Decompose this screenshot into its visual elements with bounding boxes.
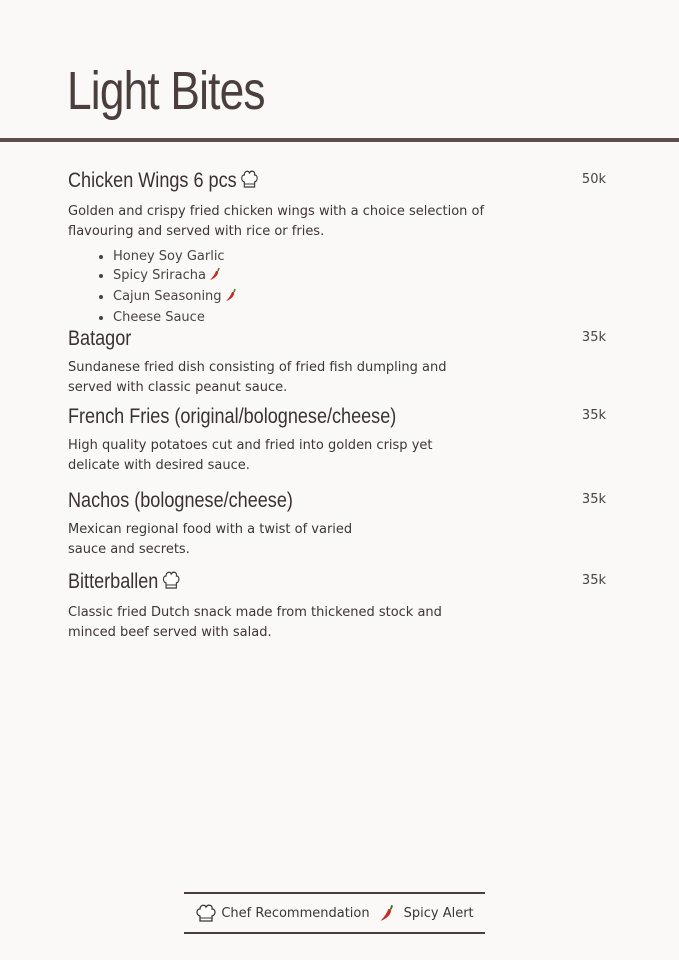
description-line: sauce and secrets. — [68, 541, 190, 557]
item-price: 35k — [581, 408, 606, 423]
legend-spicy-label: Spicy Alert — [403, 905, 474, 921]
item-price: 35k — [581, 492, 606, 507]
menu-item-nachos — [68, 488, 608, 559]
list-item: • Cajun Seasoning — [113, 287, 608, 308]
item-name: Nachos (bolognese/cheese) — [68, 489, 293, 512]
chef-hat-icon — [240, 170, 259, 196]
item-description: Sundanese fried dish consisting of fried fish dumpling and served with classic peanut sauce. — [68, 360, 447, 395]
item-name: Batagor — [68, 327, 132, 350]
flavour-list — [68, 247, 608, 327]
item-description — [68, 520, 488, 559]
item-description: Golden and crispy fried chicken wings with a choice selection of flavouring and served with rice or fries. — [68, 204, 485, 239]
menu-item-bitterballen — [68, 569, 608, 642]
item-name: French Fries (original/bolognese/cheese) — [68, 405, 397, 428]
item-name: Chicken Wings 6 pcs — [68, 168, 259, 196]
chili-pepper-icon — [224, 288, 238, 308]
menu-item-french-fries — [68, 404, 608, 475]
menu-item-chicken-wings — [68, 168, 608, 327]
item-name: Bitterballen — [68, 569, 181, 597]
chef-hat-icon — [162, 571, 181, 597]
item-description: Classic fried Dutch snack made from thickened stock and minced beef served with salad. — [68, 605, 442, 640]
chili-pepper-icon — [208, 267, 222, 287]
chili-pepper-icon — [378, 904, 396, 922]
item-description: High quality potatoes cut and fried into golden crisp yet delicate with desired sauce. — [68, 438, 433, 473]
legend — [184, 892, 485, 934]
legend-chef-label: Chef Recommendation — [221, 905, 370, 921]
list-item: • Spicy Sriracha — [113, 266, 608, 287]
item-price: 50k — [581, 172, 606, 187]
item-price: 35k — [581, 330, 606, 345]
list-item: • Honey Soy Garlic — [113, 247, 608, 266]
chef-hat-icon — [195, 904, 217, 923]
list-item: • Cheese Sauce — [113, 308, 608, 327]
description-line: Mexican regional food with a twist of varied — [68, 522, 353, 537]
legend-chef — [195, 904, 369, 923]
menu-item-batagor — [68, 326, 608, 397]
legend-spicy — [378, 904, 474, 922]
page-title: Light Bites — [67, 61, 265, 121]
item-price: 35k — [581, 573, 606, 588]
title-divider — [0, 138, 679, 142]
